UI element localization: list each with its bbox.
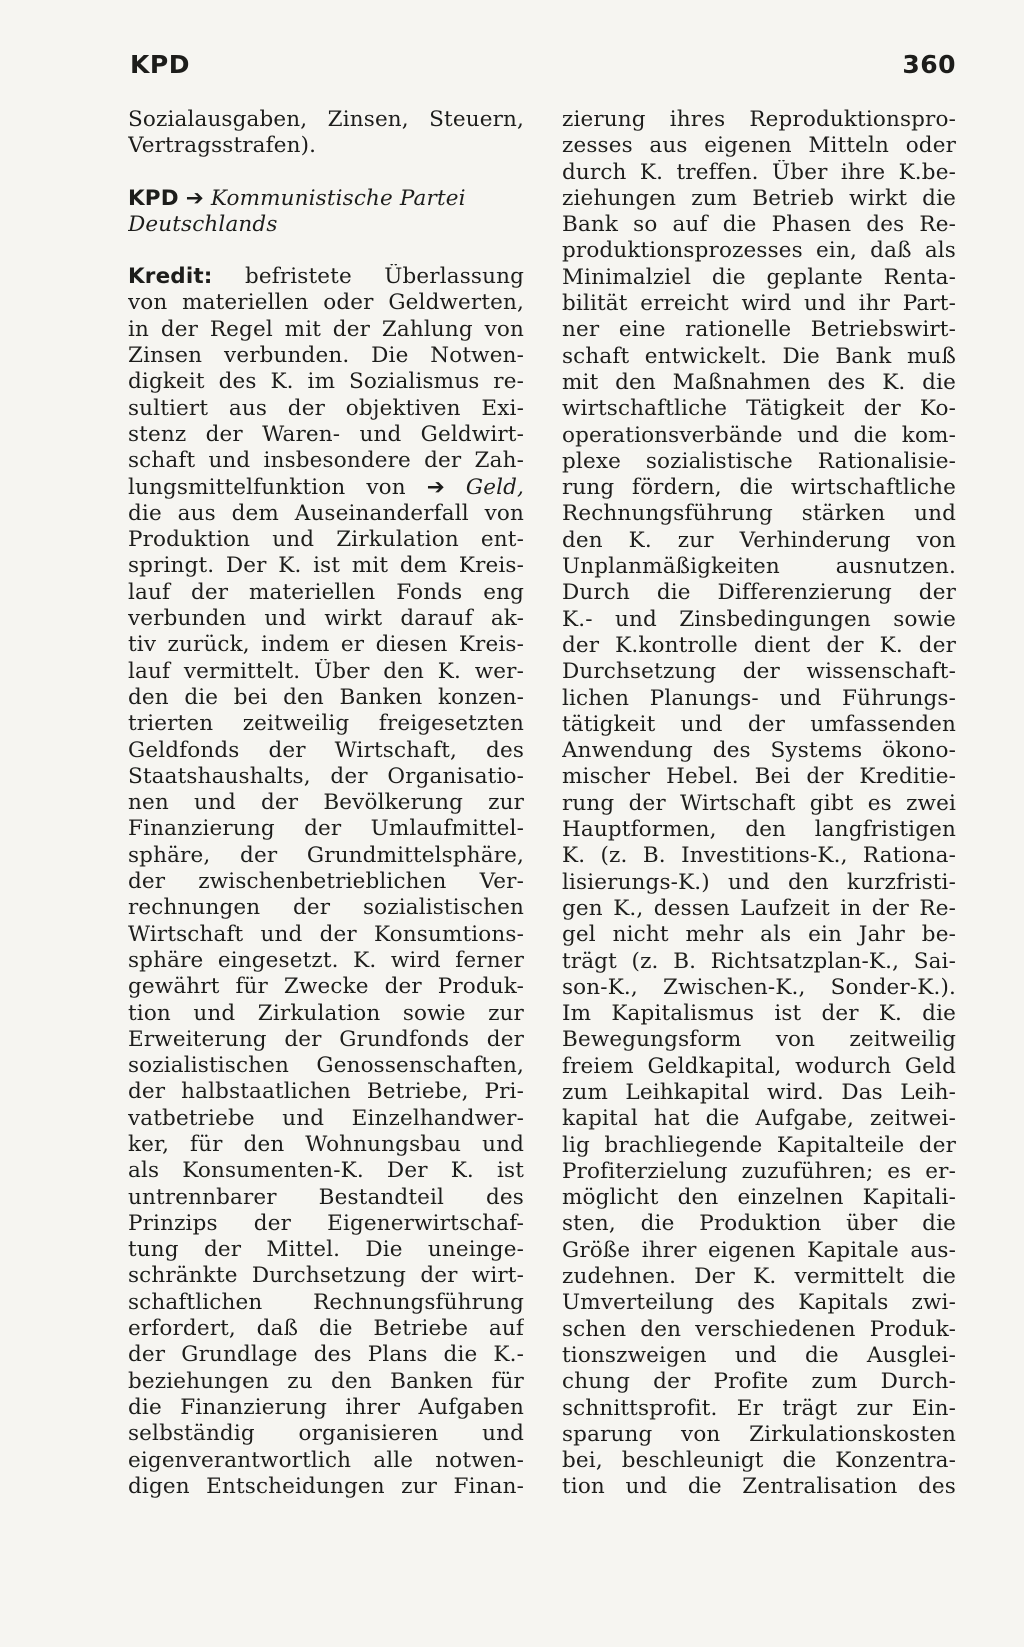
- cross-reference: Kommunistische Partei: [210, 185, 466, 211]
- cross-reference-arrow-icon: ➔: [185, 185, 204, 211]
- text-line: lauf der materiellen Fonds eng: [128, 579, 524, 605]
- text-line: schaft und insbesondere der Zah-: [128, 448, 524, 474]
- entry-body: [128, 290, 524, 474]
- text-line: plexe sozialistische Rationalisie-: [562, 448, 956, 474]
- text-line: Wirtschaft und der Konsumtions-: [128, 921, 524, 947]
- text-line: tätigkeit und der umfassenden: [562, 711, 956, 737]
- text-line: zierung ihres Reproduktionspro-: [562, 107, 956, 132]
- entry-kredit: [128, 264, 524, 1500]
- text-line: tung der Mittel. Die uneinge-: [128, 1237, 524, 1263]
- text-line: rechnungen der sozialistischen: [128, 895, 524, 921]
- text-line: Zinsen verbunden. Die Notwen-: [128, 343, 524, 369]
- entry-body-continued: [128, 501, 524, 1500]
- text-line: digkeit des K. im Sozialismus re-: [128, 369, 524, 395]
- text-line: zesses aus eigenen Mitteln oder: [562, 133, 956, 159]
- text-line: Rechnungsführung stärken und: [562, 501, 956, 527]
- text-line: Umverteilung des Kapitals zwi-: [562, 1290, 956, 1316]
- text-line: selbständig organisieren und: [128, 1421, 524, 1447]
- text-line: Bewegungsform von zeitweilig: [562, 1027, 956, 1053]
- text-line: digen Entscheidungen zur Finan-: [128, 1473, 524, 1499]
- text-line: produktionsprozesses ein, daß als: [562, 238, 956, 264]
- text-line: zum Leihkapital wird. Das Leih-: [562, 1079, 956, 1105]
- text-line: Unplanmäßigkeiten ausnutzen.: [562, 554, 956, 580]
- text-line: freiem Geldkapital, wodurch Geld: [562, 1053, 956, 1079]
- text-line: Durch die Differenzierung der: [562, 580, 956, 606]
- text-line: die aus dem Auseinanderfall von: [128, 500, 524, 526]
- text-line: Vertragsstrafen).: [128, 133, 317, 159]
- continuation-text: [128, 107, 524, 160]
- text-line: springt. Der K. ist mit dem Kreis-: [128, 553, 524, 579]
- text-line: rung der Wirtschaft gibt es zwei: [562, 790, 956, 816]
- text-line: sozialistischen Genossenschaften,: [128, 1053, 524, 1079]
- text-line: untrennbarer Bestandteil des: [128, 1184, 524, 1210]
- text-line: bilität erreicht wird und ihr Part-: [562, 291, 956, 317]
- text-line: möglicht den einzelnen Kapitali-: [562, 1185, 956, 1211]
- text-line: verbunden und wirkt darauf ak-: [128, 606, 524, 632]
- text-line: nen und der Bevölkerung zur: [128, 790, 524, 816]
- text-line: K. (z. B. Investitions-K., Rationa-: [562, 843, 956, 869]
- text-line: mischer Hebel. Bei der Kreditie-: [562, 764, 956, 790]
- text-line: den die bei den Banken konzen-: [128, 684, 524, 710]
- text-line: lungsmittelfunktion von: [128, 474, 406, 500]
- text-line: beziehungen zu den Banken für: [128, 1368, 524, 1394]
- text-line: sultiert aus der objektiven Exi-: [128, 395, 524, 421]
- cross-reference: Geld,: [465, 474, 524, 500]
- text-line: schaft entwickelt. Die Bank muß: [562, 343, 956, 369]
- text-line: ziehungen zum Betrieb wirkt die: [562, 185, 956, 211]
- text-line: bei, beschleunigt die Konzentra-: [562, 1448, 956, 1474]
- text-line: der halbstaatlichen Betriebe, Pri-: [128, 1079, 524, 1105]
- text-line: durch K. treffen. Über ihre K.be-: [562, 159, 956, 185]
- text-line: der zwischenbetrieblichen Ver-: [128, 869, 524, 895]
- text-line: Durchsetzung der wissenschaft-: [562, 659, 956, 685]
- text-line: schen den verschiedenen Produk-: [562, 1316, 956, 1342]
- text-line: stenz der Waren- und Geldwirt-: [128, 421, 524, 447]
- cross-reference-arrow-icon: ➔: [426, 474, 445, 500]
- text-line: Bank so auf die Phasen des Re-: [562, 212, 956, 238]
- text-line: tion und die Zentralisation des: [562, 1474, 956, 1500]
- text-line: tion und Zirkulation sowie zur: [128, 1000, 524, 1026]
- text-line: lig brachliegende Kapitalteile der: [562, 1132, 956, 1158]
- text-line: mit den Maßnahmen des K. die: [562, 369, 956, 395]
- text-line: lauf vermittelt. Über den K. wer-: [128, 658, 524, 684]
- text-line: die Finanzierung ihrer Aufgaben: [128, 1394, 524, 1420]
- text-line: den K. zur Verhinderung von: [562, 527, 956, 553]
- text-line: erfordert, daß die Betriebe auf: [128, 1316, 524, 1342]
- text-line: Erweiterung der Grundfonds der: [128, 1026, 524, 1052]
- left-column: [128, 107, 524, 1500]
- text-line: Profiterzielung zuzuführen; es er-: [562, 1158, 956, 1184]
- text-line: trägt (z. B. Richtsatzplan-K., Sai-: [562, 948, 956, 974]
- text-line: der Grundlage des Plans die K.-: [128, 1342, 524, 1368]
- text-line: tiv zurück, indem er diesen Kreis-: [128, 632, 524, 658]
- text-line: sparung von Zirkulationskosten: [562, 1421, 956, 1447]
- geld-reference-line: [128, 475, 524, 501]
- entry-kpd-headline: [128, 186, 524, 212]
- text-line: schnittsprofit. Er trägt zur Ein-: [562, 1395, 956, 1421]
- text-line: gel nicht mehr als ein Jahr be-: [562, 922, 956, 948]
- text-line: Hauptformen, den langfristigen: [562, 817, 956, 843]
- text-line: in der Regel mit der Zahlung von: [128, 316, 524, 342]
- text-line: trierten zeitweilig freigesetzten: [128, 711, 524, 737]
- entry-keyword: KPD: [128, 185, 179, 211]
- text-line: son-K., Zwischen-K., Sonder-K.).: [562, 974, 956, 1000]
- text-line: sten, die Produktion über die: [562, 1211, 956, 1237]
- text-line: sphäre eingesetzt. K. wird ferner: [128, 947, 524, 973]
- entry-keyword: Kredit:: [128, 264, 213, 290]
- text-line: zudehnen. Der K. vermittelt die: [562, 1264, 956, 1290]
- text-line: operationsverbände und die kom-: [562, 422, 956, 448]
- text-line: gen K., dessen Laufzeit in der Re-: [562, 895, 956, 921]
- text-line: wirtschaftliche Tätigkeit der Ko-: [562, 396, 956, 422]
- text-line: gewährt für Zwecke der Produk-: [128, 974, 524, 1000]
- cross-reference-continued: Deutschlands: [128, 211, 278, 237]
- text-line: Produktion und Zirkulation ent-: [128, 527, 524, 553]
- text-line: Finanzierung der Umlaufmittel-: [128, 816, 524, 842]
- text-line: ner eine rationelle Betriebswirt-: [562, 317, 956, 343]
- page-number: 360: [902, 50, 956, 79]
- text-line: von materiellen oder Geldwerten,: [128, 290, 524, 316]
- text-line: Anwendung des Systems ökono-: [562, 738, 956, 764]
- text-line: Im Kapitalismus ist der K. die: [562, 1001, 956, 1027]
- text-line: tionszweigen und die Ausglei-: [562, 1342, 956, 1368]
- running-head: KPD: [130, 50, 190, 79]
- text-line: Größe ihrer eigenen Kapitale aus-: [562, 1237, 956, 1263]
- text-line: sphäre, der Grundmittelsphäre,: [128, 842, 524, 868]
- text-line: eigenverantwortlich alle notwen-: [128, 1447, 524, 1473]
- text-line: der K.kontrolle dient der K. der: [562, 632, 956, 658]
- text-line: ker, für den Wohnungsbau und: [128, 1131, 524, 1157]
- text-line: Geldfonds der Wirtschaft, des: [128, 737, 524, 763]
- text-line: Prinzips der Eigenerwirtschaf-: [128, 1210, 524, 1236]
- entry-kpd: [128, 186, 524, 239]
- entry-body-continued: [562, 107, 956, 1501]
- text-line: Sozialausgaben, Zinsen, Steuern,: [128, 107, 524, 132]
- text-line: Staatshaushalts, der Organisatio-: [128, 763, 524, 789]
- text-line: lichen Planungs- und Führungs-: [562, 685, 956, 711]
- text-line: schaftlichen Rechnungsführung: [128, 1289, 524, 1315]
- entry-kredit-headline: [128, 264, 524, 290]
- right-column: [562, 107, 956, 1501]
- text-line: K.- und Zinsbedingungen sowie: [562, 606, 956, 632]
- text-line: chung der Profite zum Durch-: [562, 1369, 956, 1395]
- text-line: schränkte Durchsetzung der wirt-: [128, 1263, 524, 1289]
- text-line: rung fördern, die wirtschaftliche: [562, 475, 956, 501]
- text-line: Minimalziel die geplante Renta-: [562, 264, 956, 290]
- text-line: kapital hat die Aufgabe, zeitwei-: [562, 1106, 956, 1132]
- text-line: als Konsumenten-K. Der K. ist: [128, 1158, 524, 1184]
- text-line: lisierungs-K.) und den kurzfristi-: [562, 869, 956, 895]
- definition-start: befristete Überlassung: [244, 264, 524, 290]
- text-line: vatbetriebe und Einzelhandwer-: [128, 1105, 524, 1131]
